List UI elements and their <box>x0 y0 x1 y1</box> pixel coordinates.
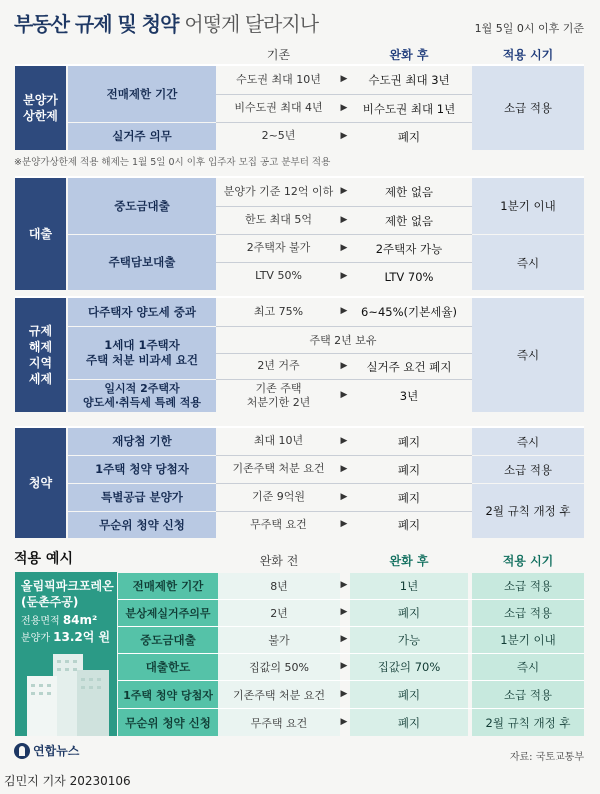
cell-new: 2주택자 가능 <box>375 241 443 256</box>
arrow-icon: ▶ <box>340 661 348 671</box>
example-cur: 2년 <box>218 600 340 626</box>
arrow-icon: ▶ <box>340 103 348 113</box>
example-when: 2월 규칙 개정 후 <box>472 709 584 736</box>
arrow-icon: ▶ <box>340 634 348 644</box>
page-title <box>14 8 318 37</box>
item-unranked-application: 무순위 청약 신청 <box>68 512 216 538</box>
arrow-icon: ▶ <box>340 186 348 196</box>
item-one-home-winner: 1주택 청약 당첨자 <box>68 456 216 483</box>
cell-new: 수도권 최대 3년 <box>368 73 450 87</box>
item-special-supply: 특별공급 분양가 <box>68 484 216 511</box>
example-col-when: 적용 시기 <box>502 554 554 568</box>
cell-current: 기존주택 처분 요건 <box>232 462 325 476</box>
col-new-header: 완화 후 <box>389 48 429 62</box>
example-new: 폐지 <box>350 600 468 626</box>
cell-current: 2~5년 <box>261 129 296 143</box>
cell-current: 무주택 요건 <box>250 517 307 531</box>
example-item: 1주택 청약 당첨자 <box>118 681 218 708</box>
example-new: 집값의 70% <box>350 654 468 680</box>
example-when: 1분기 이내 <box>472 627 584 653</box>
arrow-icon: ▶ <box>340 580 348 590</box>
item-interim-loan: 중도금대출 <box>68 178 216 234</box>
item-resale-limit: 전매제한 기간 <box>68 66 216 122</box>
cell-new: LTV 70% <box>384 269 434 284</box>
arrow-icon: ▶ <box>340 464 348 474</box>
item-rewin-limit: 재당첨 기한 <box>68 428 216 455</box>
arrow-icon: ▶ <box>340 243 348 253</box>
cell-current: 비수도권 최대 4년 <box>234 101 323 115</box>
cell-new: 폐지 <box>397 462 421 477</box>
example-when: 소급 적용 <box>472 681 584 708</box>
example-title: 적용 예시 <box>14 551 73 567</box>
example-cur: 집값의 50% <box>218 654 340 680</box>
example-cur: 8년 <box>218 573 340 599</box>
yonhap-logo <box>14 742 79 759</box>
cell-when: 소급 적용 <box>472 456 584 483</box>
arrow-icon: ▶ <box>340 717 348 727</box>
credit: 김민지 기자 20230106 <box>4 774 131 788</box>
footnote: ※분양가상한제 적용 해제는 1월 5일 0시 이후 입주자 모집 공고 분부터 적용 <box>14 157 331 168</box>
example-new: 폐지 <box>350 709 468 736</box>
arrow-icon: ▶ <box>340 390 348 400</box>
arrow-icon: ▶ <box>340 519 348 529</box>
cell-current: 분양가 기준 12억 이하 <box>223 184 334 198</box>
example-new: 1년 <box>350 573 468 599</box>
cell-new: 3년 <box>399 389 419 403</box>
arrow-icon: ▶ <box>340 74 348 84</box>
title-light: 어떻게 달라지나 <box>184 12 319 36</box>
cell-new: 폐지 <box>397 490 421 505</box>
item-multi-home-tax: 다주택자 양도세 중과 <box>68 298 216 326</box>
cell-new: 실거주 요건 폐지 <box>366 359 452 374</box>
example-item: 대출한도 <box>118 654 218 680</box>
cell-new: 제한 없음 <box>384 185 434 199</box>
cell-current: 최대 10년 <box>253 434 304 448</box>
apartment-buildings-icon <box>15 572 117 736</box>
cell-new: 폐지 <box>397 518 421 532</box>
cell-current: 기존 주택 처분기한 2년 <box>246 381 311 409</box>
area-value: 84m² <box>62 613 98 627</box>
cell-current: LTV 50% <box>255 269 302 283</box>
item-mortgage-loan: 주택담보대출 <box>68 235 216 290</box>
arrow-icon: ▶ <box>340 306 348 316</box>
col-current-header: 기존 <box>266 48 291 62</box>
basis-date: 1월 5일 0시 이후 기준 <box>474 22 584 35</box>
example-cur: 기존주택 처분 요건 <box>218 681 340 708</box>
example-when: 즉시 <box>472 654 584 680</box>
price-value: 13.2억 원 <box>53 630 111 644</box>
arrow-icon: ▶ <box>340 607 348 617</box>
example-cur: 불가 <box>218 627 340 653</box>
cell-new: 폐지 <box>397 129 421 144</box>
arrow-icon: ▶ <box>340 271 348 281</box>
cell-current: 기준 9억원 <box>252 490 305 504</box>
section-label-tax: 규제 해제 지역 세제 <box>15 298 66 412</box>
cell-when: 2월 규칙 개정 후 <box>472 484 584 538</box>
area-label: 전용면적 <box>21 616 60 627</box>
example-item: 무순위 청약 신청 <box>118 709 218 736</box>
example-item: 분상제실거주의무 <box>118 600 218 626</box>
arrow-icon: ▶ <box>340 361 348 371</box>
example-cur: 무주택 요건 <box>218 709 340 736</box>
cell-span: 주택 2년 보유 <box>309 334 377 347</box>
source: 자료: 국토교통부 <box>509 752 584 763</box>
cell-current: 2년 거주 <box>257 359 300 373</box>
example-complex-panel <box>15 572 117 736</box>
cell-new: 6~45%(기본세율) <box>361 305 457 319</box>
cell-current: 수도권 최대 10년 <box>236 72 321 86</box>
yonhap-logo-icon <box>14 743 30 759</box>
section-label-loan: 대출 <box>15 178 66 290</box>
col-when-header: 적용 시기 <box>502 48 554 62</box>
cell-new: 비수도권 최대 1년 <box>362 101 456 116</box>
cell-when: 소급 적용 <box>472 66 584 150</box>
cell-when: 즉시 <box>472 428 584 455</box>
cell-when: 즉시 <box>472 298 584 412</box>
example-when: 소급 적용 <box>472 573 584 599</box>
arrow-icon: ▶ <box>340 215 348 225</box>
arrow-icon: ▶ <box>340 436 348 446</box>
section-label-price-cap: 분양가 상한제 <box>15 66 66 150</box>
cell-when: 즉시 <box>472 235 584 290</box>
cell-current: 한도 최대 5억 <box>244 213 313 227</box>
item-single-home-exempt: 1세대 1주택자 주택 처분 비과세 요건 <box>68 327 216 379</box>
example-col-current: 완화 전 <box>259 554 299 568</box>
cell-when: 1분기 이내 <box>472 178 584 234</box>
example-col-new: 완화 후 <box>389 554 429 568</box>
item-residency-duty: 실거주 의무 <box>68 123 216 150</box>
arrow-icon: ▶ <box>340 689 348 699</box>
example-new: 가능 <box>350 627 468 653</box>
example-item: 전매제한 기간 <box>118 573 218 599</box>
title-bold: 부동산 규제 및 청약 <box>14 12 179 36</box>
cell-new: 제한 없음 <box>384 213 434 228</box>
example-when: 소급 적용 <box>472 600 584 626</box>
section-label-subscription: 청약 <box>15 428 66 538</box>
arrow-icon: ▶ <box>340 131 348 141</box>
cell-current: 2주택자 불가 <box>246 241 311 255</box>
example-item: 중도금대출 <box>118 627 218 653</box>
item-temporary-two-homes: 일시적 2주택자 양도세·취득세 특례 적용 <box>68 380 216 412</box>
logo-text: 연합뉴스 <box>33 744 80 758</box>
price-label: 분양가 <box>21 633 50 644</box>
cell-current: 최고 75% <box>253 304 304 318</box>
arrow-icon: ▶ <box>340 492 348 502</box>
complex-name: 올림픽파크포레온 (둔촌주공) <box>21 579 114 610</box>
cell-new: 폐지 <box>397 434 421 449</box>
example-new: 폐지 <box>350 681 468 708</box>
